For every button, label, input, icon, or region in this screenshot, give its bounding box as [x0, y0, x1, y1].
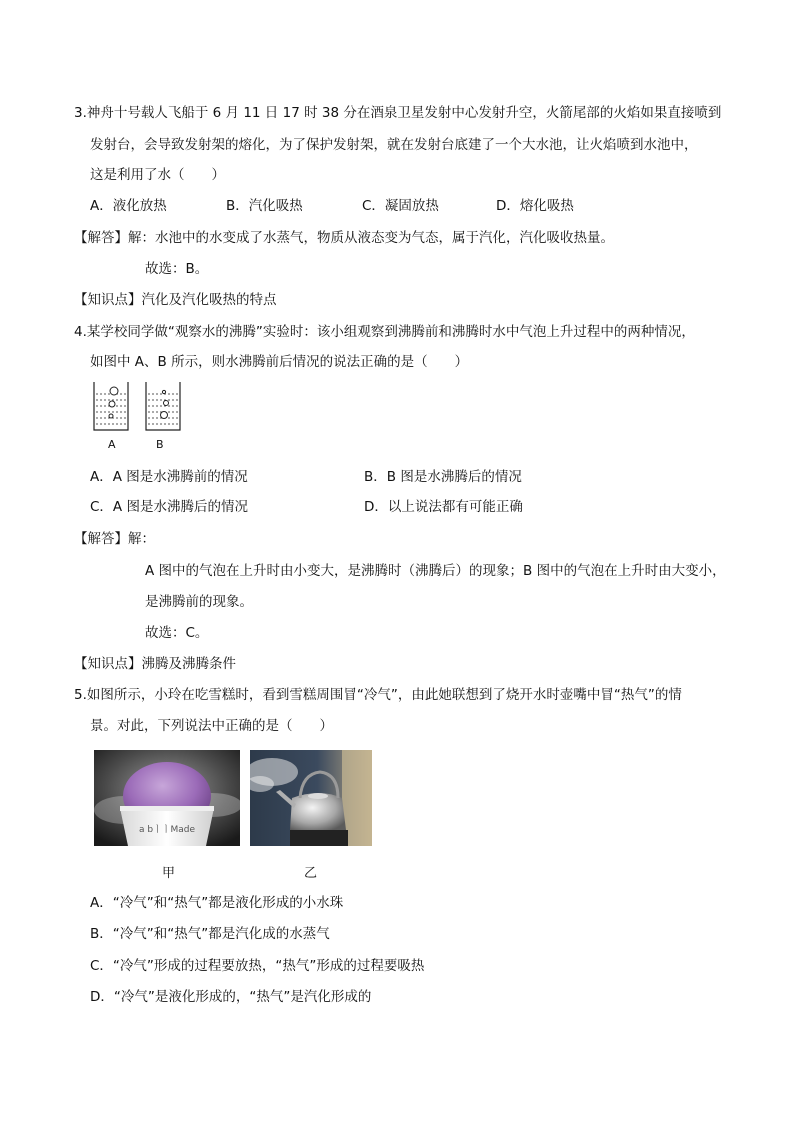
beaker-b-label: B	[156, 438, 164, 451]
boiling-beakers-figure	[90, 380, 190, 450]
q5-option-d: D．“冷气”是液化形成的，“热气”是汽化形成的	[90, 989, 372, 1005]
q3-stem-line-3: 这是利用了水（ ）	[90, 167, 225, 183]
cup-brand-text: a bㅣㅣMade	[139, 825, 196, 835]
q3-choice: 故选：B。	[145, 261, 209, 277]
beakers-drawing	[90, 380, 190, 432]
kettle-photo	[250, 750, 372, 846]
caption-yi: 乙	[304, 866, 318, 881]
q4-answer-line-1: A 图中的气泡在上升时由小变大，是沸腾时（沸腾后）的现象；B 图中的气泡在上升时由大变小，	[145, 563, 726, 579]
q3-option-d: D．熔化吸热	[496, 198, 574, 214]
q4-stem-line-1: 4.某学校同学做“观察水的沸腾”实验时：该小组观察到沸腾前和沸腾时水中气泡上升过程中的两种情况，	[74, 324, 695, 340]
q4-option-d: D．以上说法都有可能正确	[364, 499, 523, 515]
q4-option-b: B．B 图是水沸腾后的情况	[364, 469, 522, 485]
q4-knowledge-label: 【知识点】	[74, 656, 142, 672]
q4-option-a: A．A 图是水沸腾前的情况	[90, 469, 248, 485]
kettle-image	[250, 750, 372, 846]
q3-answer-label: 【解答】解：	[74, 230, 155, 246]
caption-jia: 甲	[162, 866, 176, 881]
beaker-b	[146, 382, 180, 430]
q4-choice: 故选：C。	[145, 625, 209, 641]
ice-cream-photo	[94, 750, 240, 846]
q5-stem-line-2: 景。对此，下列说法中正确的是（ ）	[90, 718, 333, 734]
q3-stem-line-2: 发射台，会导致发射架的熔化，为了保护发射架，就在发射台底建了一个大水池，让火焰喷到水池中，	[90, 137, 698, 153]
beaker-a	[94, 382, 128, 430]
q3-knowledge	[74, 291, 277, 309]
q5-stem-line-1: 5.如图所示，小玲在吃雪糕时，看到雪糕周围冒“冷气”，由此她联想到了烧开水时壶嘴中冒“热气”的情	[74, 687, 682, 703]
q4-answer-line-2: 是沸腾前的现象。	[145, 594, 253, 610]
q4-stem-line-2: 如图中 A、B 所示，则水沸腾前后情况的说法正确的是（ ）	[90, 354, 469, 370]
q4-knowledge	[74, 655, 236, 673]
q5-option-c: C．“冷气”形成的过程要放热，“热气”形成的过程要吸热	[90, 958, 425, 974]
q3-option-c: C．凝固放热	[362, 198, 439, 214]
q3-knowledge-text: 汽化及汽化吸热的特点	[141, 292, 277, 308]
q5-option-a: A．“冷气”和“热气”都是液化形成的小水珠	[90, 895, 344, 911]
q4-answer-label: 【解答】解：	[74, 531, 155, 547]
q3-option-b: B．汽化吸热	[226, 198, 303, 214]
q3-stem-line-1: 3.神舟十号载人飞船于 6 月 11 日 17 时 38 分在酒泉卫星发射中心发射升空，火箭尾部的火焰如果直接喷到	[74, 105, 722, 121]
q5-option-b: B．“冷气”和“热气”都是汽化成的水蒸气	[90, 926, 330, 942]
beaker-a-label: A	[108, 438, 116, 451]
ice-cream-image	[94, 750, 240, 846]
q3-knowledge-label: 【知识点】	[74, 292, 142, 308]
q3-answer	[74, 229, 614, 247]
q4-knowledge-text: 沸腾及沸腾条件	[141, 656, 236, 672]
q3-answer-text: 水池中的水变成了水蒸气，物质从液态变为气态，属于汽化，汽化吸收热量。	[155, 230, 614, 246]
q4-option-c: C．A 图是水沸腾后的情况	[90, 499, 248, 515]
q3-option-a: A．液化放热	[90, 198, 167, 214]
